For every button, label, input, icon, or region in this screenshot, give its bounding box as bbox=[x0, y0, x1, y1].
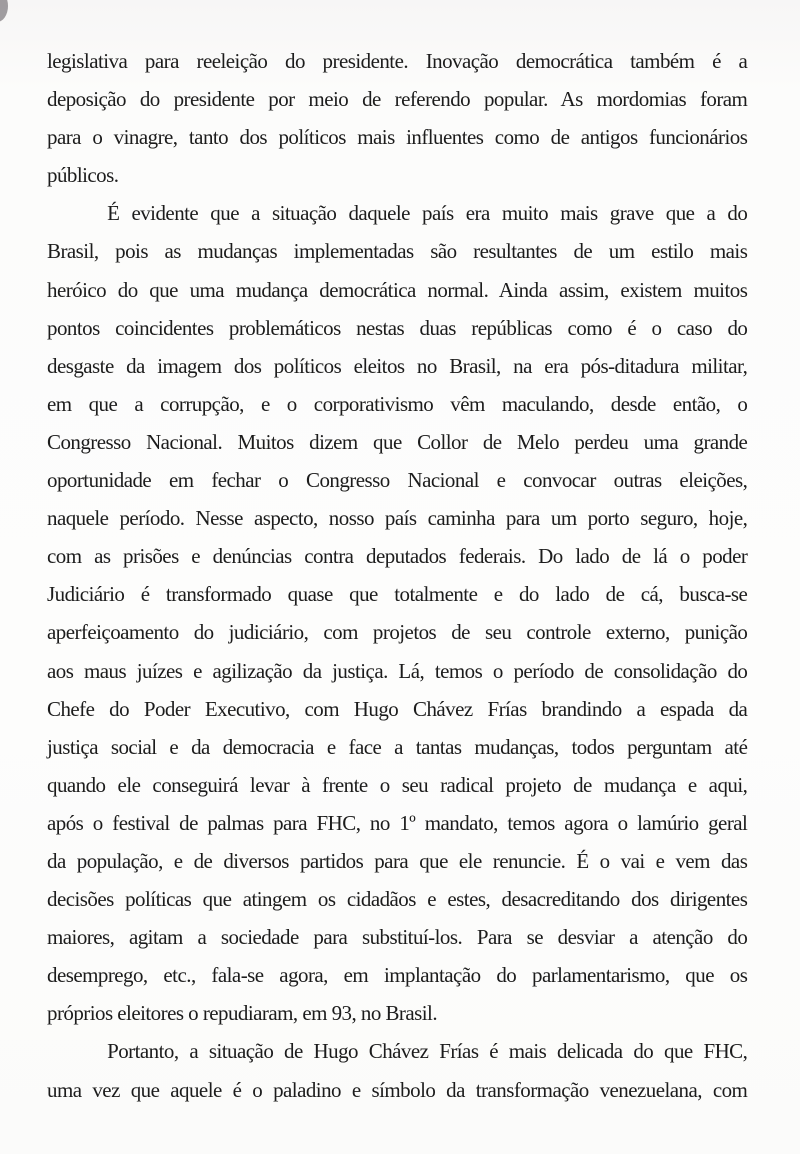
document-body bbox=[47, 42, 747, 1109]
text-line: oportunidade em fechar o Congresso Nacional e convocar outras eleições, bbox=[47, 468, 748, 493]
text-line: Judiciário é transformado quase que totalmente e do lado de cá, busca-se bbox=[47, 582, 748, 607]
text-line: aperfeiçoamento do judiciário, com projetos de seu controle externo, punição bbox=[47, 620, 748, 645]
text-line: desgaste da imagem dos políticos eleitos no Brasil, na era pós-ditadura militar, bbox=[47, 353, 748, 378]
text-line: uma vez que aquele é o paladino e símbolo da transformação venezuelana, com bbox=[47, 1077, 748, 1102]
text-line: aos maus juízes e agilização da justiça. Lá, temos o período de consolidação do bbox=[47, 658, 748, 683]
text-line: em que a corrupção, e o corporativismo vêm maculando, desde então, o bbox=[47, 391, 748, 416]
text-line: pontos coincidentes problemáticos nestas duas repúblicas como é o caso do bbox=[47, 315, 748, 340]
page-corner-shadow bbox=[0, 0, 8, 22]
text-line: deposição do presidente por meio de referendo popular. As mordomias foram bbox=[47, 87, 748, 112]
text-line: desemprego, etc., fala-se agora, em implantação do parlamentarismo, que os bbox=[47, 963, 748, 988]
text-line: próprios eleitores o repudiaram, em 93, no Brasil. bbox=[47, 1001, 438, 1026]
text-line: da população, e de diversos partidos para que ele renuncie. É o vai e vem das bbox=[47, 848, 748, 873]
text-line: com as prisões e denúncias contra deputados federais. Do lado de lá o poder bbox=[47, 544, 748, 569]
text-line: Congresso Nacional. Muitos dizem que Collor de Melo perdeu uma grande bbox=[47, 429, 748, 454]
text-line: É evidente que a situação daquele país era muito mais grave que a do bbox=[107, 201, 748, 226]
text-line: Portanto, a situação de Hugo Chávez Frías é mais delicada do que FHC, bbox=[107, 1039, 748, 1064]
text-line: naquele período. Nesse aspecto, nosso país caminha para um porto seguro, hoje, bbox=[47, 506, 748, 531]
text-line: legislativa para reeleição do presidente. Inovação democrática também é a bbox=[47, 49, 748, 73]
text-line: heróico do que uma mudança democrática normal. Ainda assim, existem muitos bbox=[47, 277, 748, 302]
text-line: justiça social e da democracia e face a tantas mudanças, todos perguntam até bbox=[47, 734, 748, 759]
paragraph-3 bbox=[47, 1032, 747, 1108]
text-line: decisões políticas que atingem os cidadãos e estes, desacreditando dos dirigentes bbox=[47, 887, 748, 912]
text-line: Chefe do Poder Executivo, com Hugo Chávez Frías brandindo a espada da bbox=[47, 696, 748, 721]
text-line: quando ele conseguirá levar à frente o seu radical projeto de mudança e aqui, bbox=[47, 772, 748, 797]
text-line: após o festival de palmas para FHC, no 1º mandato, temos agora o lamúrio geral bbox=[47, 810, 748, 835]
paragraph-2 bbox=[47, 194, 747, 1032]
text-line: maiores, agitam a sociedade para substituí-los. Para se desviar a atenção do bbox=[47, 925, 748, 950]
paragraph-1 bbox=[47, 42, 747, 194]
text-line: públicos. bbox=[47, 163, 119, 188]
text-line: para o vinagre, tanto dos políticos mais influentes como de antigos funcionários bbox=[47, 125, 748, 150]
text-line: Brasil, pois as mudanças implementadas são resultantes de um estilo mais bbox=[47, 239, 748, 264]
